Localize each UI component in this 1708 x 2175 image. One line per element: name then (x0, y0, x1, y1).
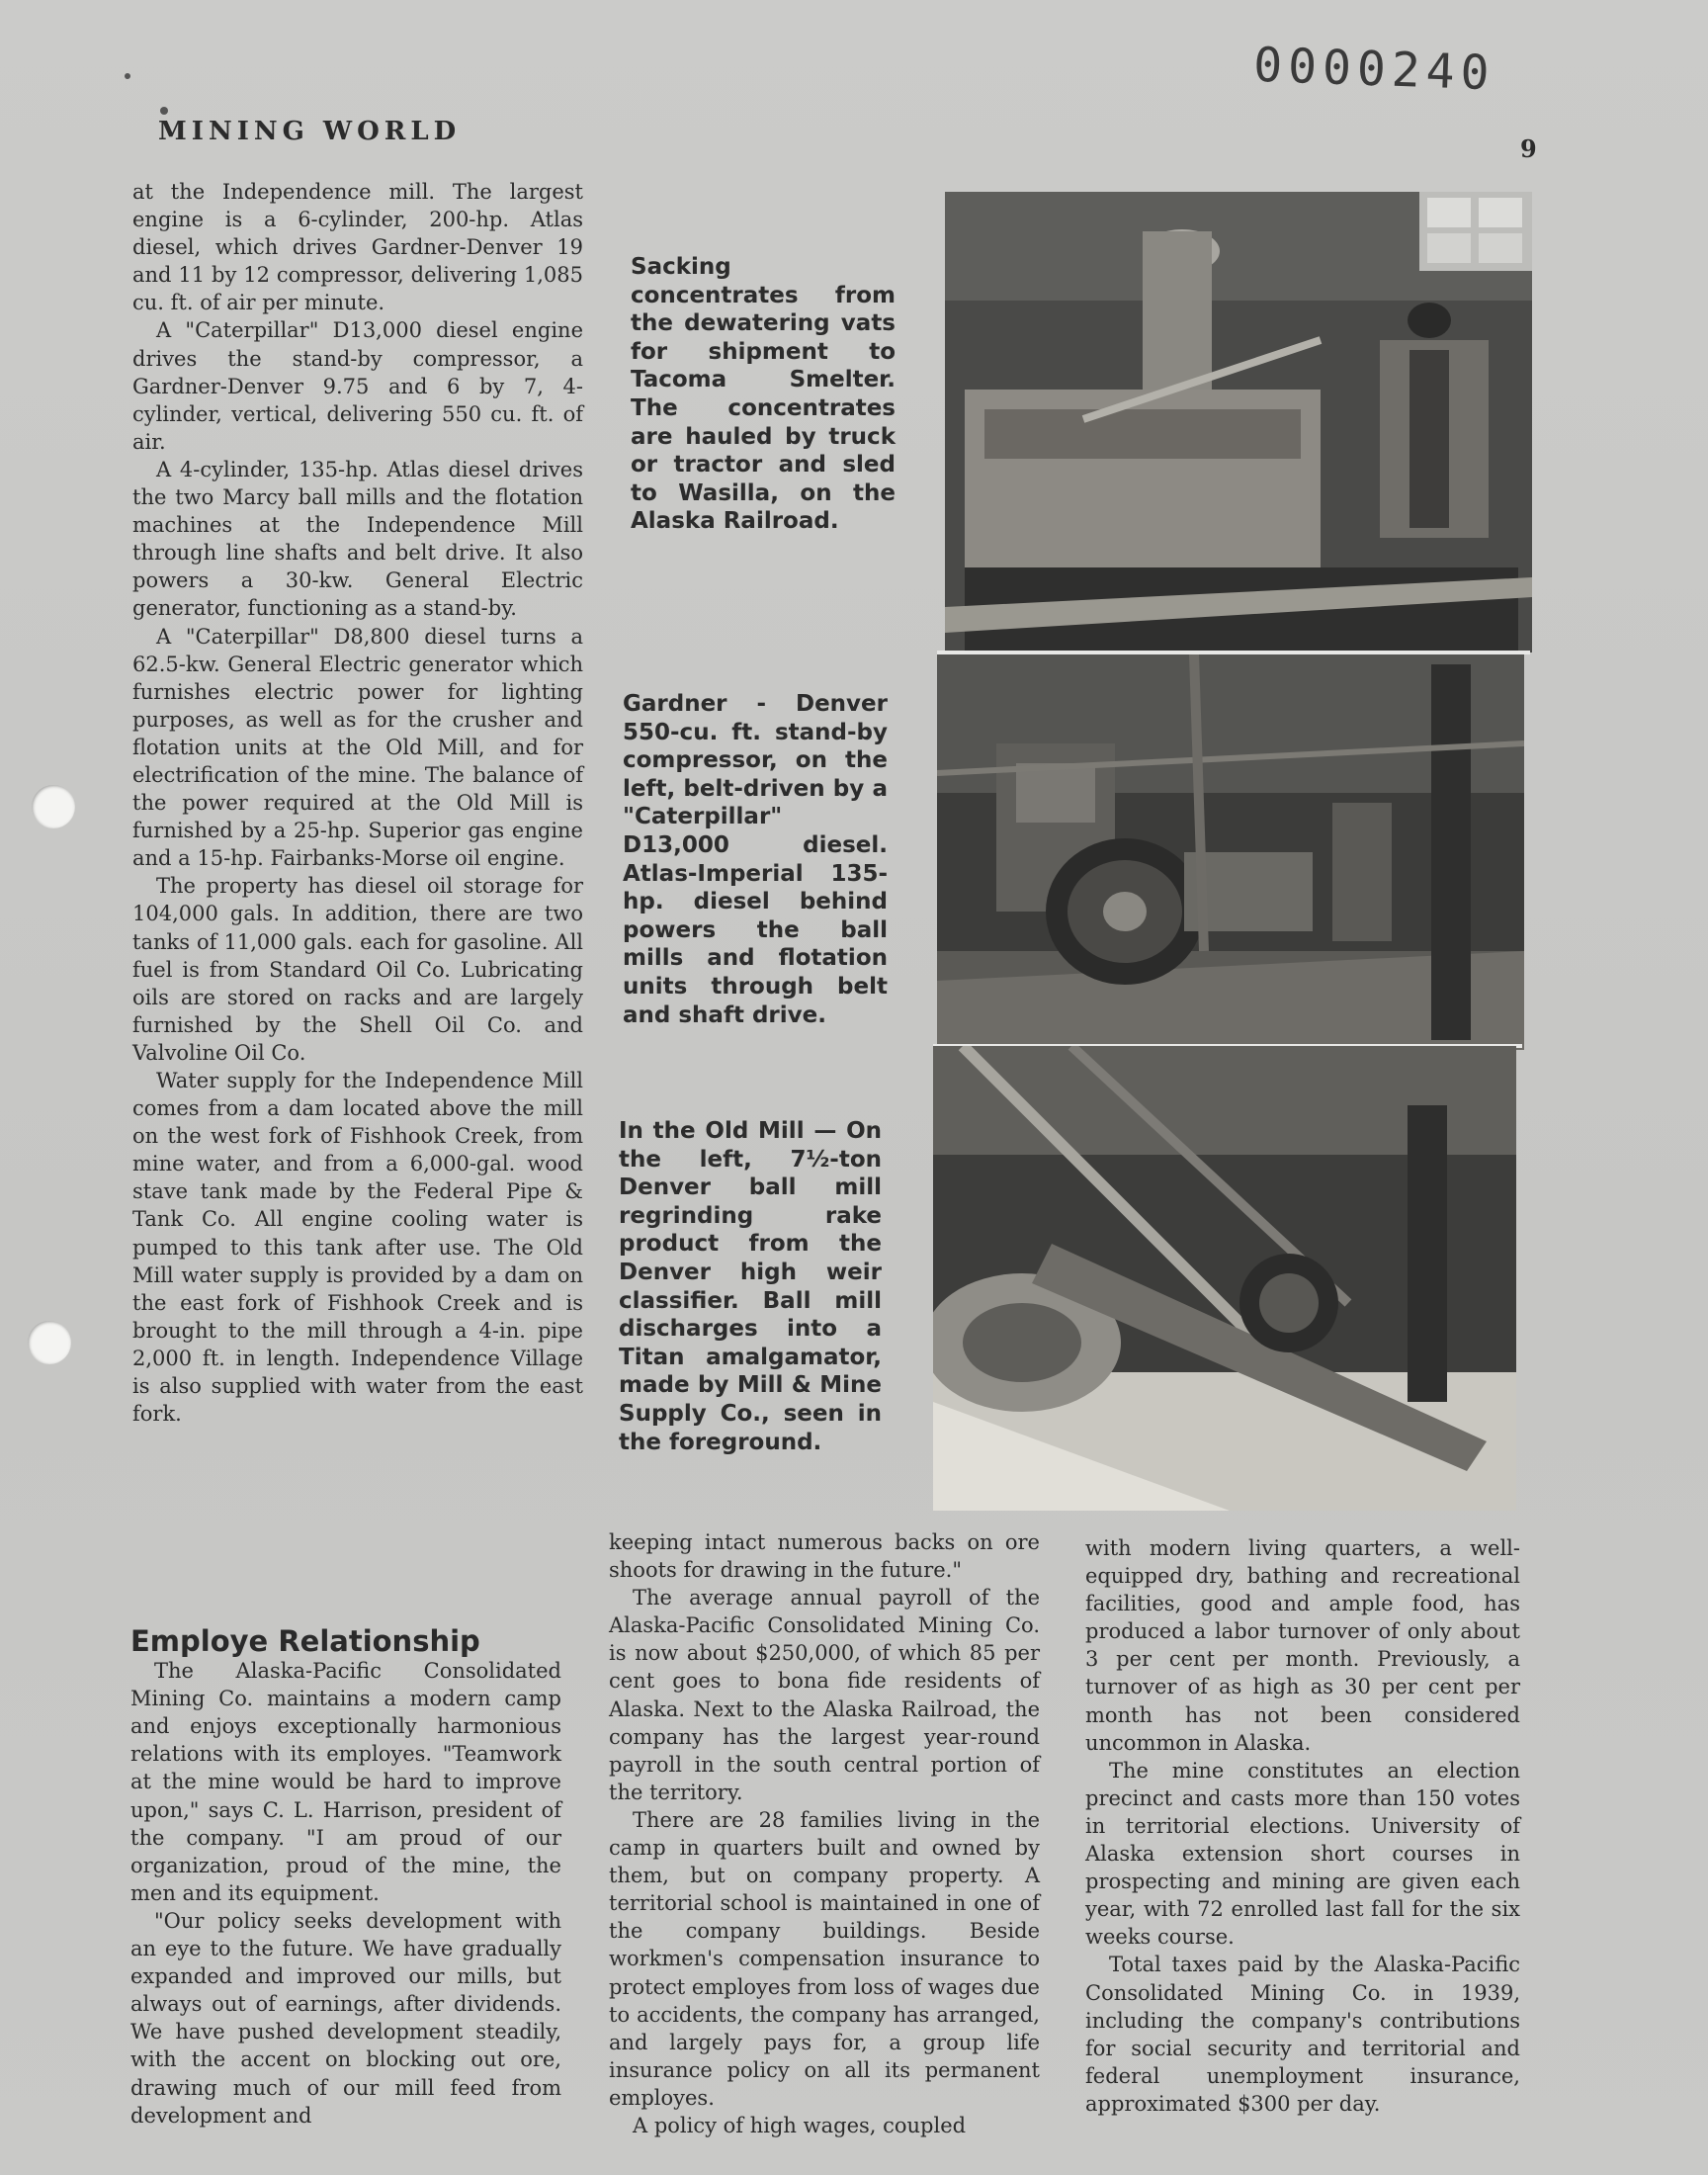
section-heading: Employe Relationship (130, 1624, 480, 1658)
photo-old-mill-image (933, 1046, 1516, 1511)
photo-caption-3: In the Old Mill — On the left, 7½-ton Denver ball mill regrinding rake product from the Denver high weir classifier. Ball mill discharges into a Titan amalgamator, made by Mill & Mine Supply Co., seen in the foreground. (619, 1118, 882, 1455)
photo-sacking-concentrates (945, 192, 1532, 652)
photo-sacking-image (945, 192, 1532, 652)
photo-compressor (937, 654, 1524, 1050)
photo-caption-1: Sacking concentrates from the dewatering vats for shipment to Tacoma Smelter. The concentrates are hauled by truck or tractor and sled to Wasilla, on the Alaska Railroad. (631, 254, 896, 535)
photo-old-mill (933, 1046, 1516, 1511)
paragraph: A "Caterpillar" D13,000 diesel engine drives the stand-by compressor, a Gardner-Denver 9.75 and 6 by 7, 4-cylinder, vertical, delivering 550 cu. ft. of air. (132, 318, 583, 454)
article-column-1-lower (130, 1617, 561, 2130)
article-column-1 (132, 178, 583, 1428)
paragraph: A policy of high wages, coupled (633, 2113, 967, 2137)
paragraph: Water supply for the Independence Mill comes from a dam located above the mill on the west fork of Fishhook Creek, from mine water, and from a 6,000-gal. wood stave tank made by the Federal Pipe & Tank Co. All engine cooling water is pumped to this tank after use. The Old Mill water supply is provided by a dam on the east fork of Fishhook Creek and is brought to the mill through a 4-in. pipe 2,000 ft. in length. Independence Village is also supplied with water from the east fork. (132, 1069, 583, 1427)
paragraph: The property has diesel oil storage for 104,000 gals. In addition, there are two tanks of 11,000 gals. each for gasoline. All fuel is from Standard Oil Co. Lubricating oils are stored on racks and are largely furnished by the Shell Oil Co. and Valvoline Oil Co. (132, 874, 583, 1065)
article-column-3 (1085, 1534, 1520, 2118)
document-stamp-number: 0000240 (1252, 37, 1496, 102)
photo-caption-2: Gardner - Denver 550-cu. ft. stand-by compressor, on the left, belt-driven by a "Caterpillar" D13,000 diesel. Atlas-Imperial 135-hp. diesel behind powers the ball mills and flotation units through belt and shaft drive. (623, 691, 888, 1028)
paragraph: "Our policy seeks development with an eye to the future. We have gradually expanded and improved our mills, but always out of earnings, after dividends. We have pushed development steadily, with the accent on blocking out ore, drawing much of our mill feed from development and (130, 1908, 561, 2128)
binder-hole-top (32, 785, 75, 828)
paragraph: keeping intact numerous backs on ore shoots for drawing in the future." (609, 1530, 1040, 1583)
page-number: 9 (1520, 134, 1537, 163)
paragraph: A "Caterpillar" D8,800 diesel turns a 62.5-kw. General Electric generator which furnishes electric power for lighting purposes, as well as for the crusher and flotation units at the Old Mill, and for electrification of the mine. The balance of the power required at the Old Mill is furnished by a 25-hp. Superior gas engine and a 15-hp. Fairbanks-Morse oil engine. (132, 624, 583, 871)
photo-compressor-image (937, 654, 1524, 1050)
article-column-2 (609, 1528, 1040, 2139)
paragraph: Total taxes paid by the Alaska-Pacific Consolidated Mining Co. in 1939, including the company's contributions for social security and territorial and federal unemployment insurance, approximated $300 per day. (1085, 1953, 1520, 2116)
paragraph: The Alaska-Pacific Consolidated Mining Co. maintains a modern camp and enjoys exceptionally harmonious relations with its employes. "Teamwork at the mine would be hard to improve upon," says C. L. Harrison, president of the company. "I am proud of our organization, proud of the mine, the men and its equipment. (130, 1659, 561, 1905)
paragraph: with modern living quarters, a well-equipped dry, bathing and recreational facilities, good and ample food, has produced a labor turnover of only about 3 per cent per month. Previously, a turnover of as high as 30 per cent per month has not been considered uncommon in Alaska. (1085, 1536, 1520, 1755)
paragraph: at the Independence mill. The largest engine is a 6-cylinder, 200-hp. Atlas diesel, which drives Gardner-Denver 19 and 11 by 12 compressor, delivering 1,085 cu. ft. of air per minute. (132, 180, 583, 315)
paragraph: The mine constitutes an election precinct and casts more than 150 votes in territorial elections. University of Alaska extension short courses in prospecting and mining are given each year, with 72 enrolled last fall for the six weeks course. (1085, 1758, 1520, 1950)
masthead: MINING WORLD (158, 117, 462, 146)
binder-hole-bottom (28, 1321, 71, 1364)
paragraph: The average annual payroll of the Alaska-Pacific Consolidated Mining Co. is now about $250,000, of which 85 per cent goes to bona fide residents of Alaska. Next to the Alaska Railroad, the company has the largest year-round payroll in the south central portion of the territory. (609, 1586, 1040, 1804)
speck (160, 107, 168, 115)
speck (125, 73, 130, 79)
paragraph: There are 28 families living in the camp in quarters built and owned by them, but on company property. A territorial school is maintained in one of the company buildings. Beside workmen's compensation insurance to protect employes from loss of wages due to accidents, the company has arranged, and largely pays for, a group life insurance policy on all its permanent employes. (609, 1807, 1040, 2110)
paragraph: A 4-cylinder, 135-hp. Atlas diesel drives the two Marcy ball mills and the flotation machines at the Independence Mill through line shafts and belt drive. It also powers a 30-kw. General Electric generator, functioning as a stand-by. (132, 457, 583, 621)
